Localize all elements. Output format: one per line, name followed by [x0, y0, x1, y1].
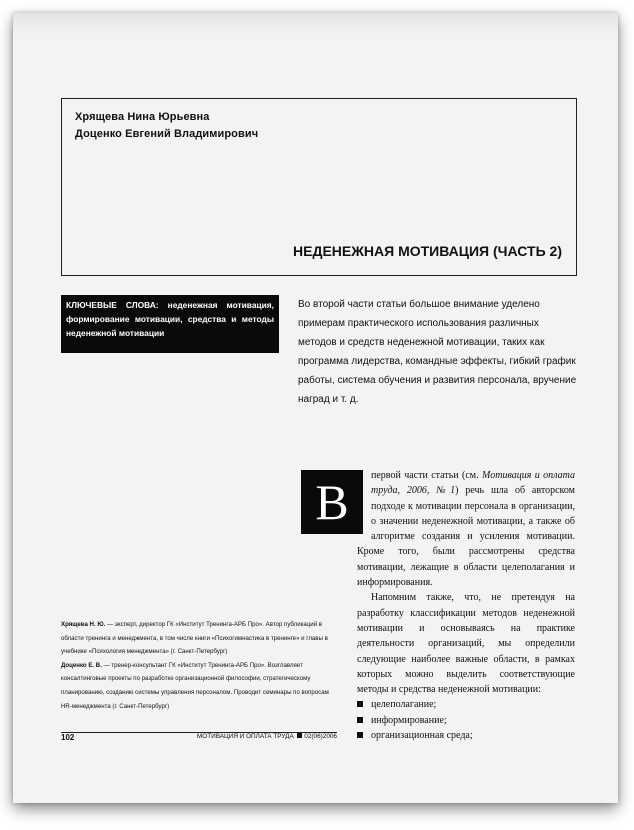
paragraph-1 [315, 468, 575, 590]
p1-text-a: первой части статьи (см. [371, 470, 483, 481]
journal-name: МОТИВАЦИЯ И ОПЛАТА ТРУДА [196, 733, 294, 740]
journal-footer [173, 733, 337, 740]
author-1: Хрящева Нина Юрьевна [75, 111, 210, 123]
article-title: НЕДЕНЕЖНАЯ МОТИВАЦИЯ (ЧАСТЬ 2) [293, 243, 562, 259]
bio-1: Хрящева Н. Ю. — эксперт, директор ГК «Институт Тренинга-АРБ Про». Автор публикаций в области тренинга и менеджмента, в том числе книги «Психогимнастика в тренинге» и главы в учебнике «Психология менеджмента» (г. Санкт-Петербург) [61, 621, 328, 656]
page-number: 102 [61, 733, 75, 742]
author-bios [61, 618, 341, 713]
drop-cap: В [301, 470, 363, 534]
journal-issue: 02(06)2006 [304, 733, 337, 740]
p1-text-b: ) речь шла об авторском подходе к мотивации персонала в организации, о значении неденежной мотивации, а также об алгоритме создания и усиления мотивации. Кроме того, были рассмотрены средства мотивации, лежащие в области целеполагания и информирования. [357, 485, 575, 589]
authors [75, 109, 258, 143]
list-item: информирование; [357, 713, 575, 728]
list-item: целеполагание; [357, 697, 575, 712]
keywords-box: КЛЮЧЕВЫЕ СЛОВА: неденежная мотивация, формирование мотивации, средства и методы неденежной мотивации [61, 295, 279, 353]
square-bullet-icon [357, 701, 363, 707]
list-item: организационная среда; [357, 728, 575, 743]
methods-list [357, 697, 575, 743]
p1-reference: Мотивация и оплата труда, 2006, №1 [371, 470, 575, 497]
author-2: Доценко Евгений Владимирович [75, 128, 259, 140]
magazine-page [13, 13, 618, 803]
abstract: Во второй части статьи большое внимание уделено примерам практического использования различных методов и средств неденежной мотивации, таких как программа лидерства, командные эффекты, гибкий график работы, система обучения и развития персонала, вручение наград и т. д. [298, 299, 577, 405]
square-bullet-icon [357, 717, 363, 723]
bio-2: Доценко Е. В. — тренер-консультант ГК «Институт Тренинга-АРБ Про». Возглавляет консалтинговые проекты по разработке организационной философии, стратегическому планированию, созданию системы управления персоналом. Проводит семинары по вопросам HR-менеджмента (г. Санкт-Петербург) [61, 661, 329, 710]
paragraph-2: Напомним также, что, не претендуя на разработку классификации методов неденежной мотивации и основываясь на практике деятельности организаций, мы определили следующие наиболее важные области, в рамках которых можно выделить соответствующие методы и средства неденежной мотивации: [357, 592, 575, 696]
square-separator-icon [297, 733, 302, 738]
square-bullet-icon [357, 732, 363, 738]
header-box [61, 98, 577, 276]
